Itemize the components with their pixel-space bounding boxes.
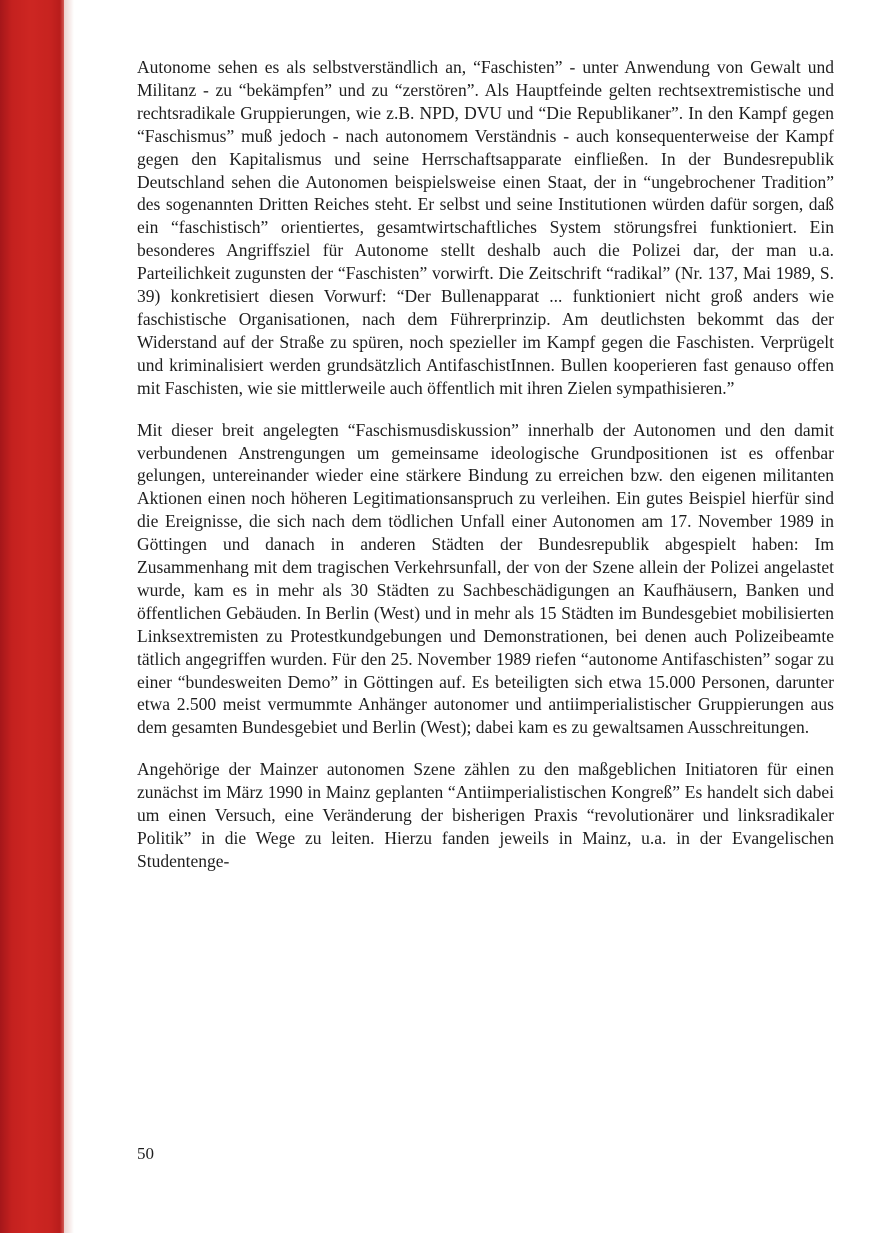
paragraph-mainzer-szene: Angehörige der Mainzer autonomen Szene zählen zu den maßgeblichen Initiatoren für einen zunächst im März 1990 in Mainz geplanten “Antiimperialistischen Kongreß” Es handelt sich dabei um einen Versuch, eine Veränderung der bisherigen Praxis “revolutionärer und linksradikaler Politik” in die Wege zu leiten. Hierzu fanden jeweils in Mainz, u.a. in der Evangelischen Studentenge- (137, 759, 834, 871)
paragraph-autonome-faschisten: Autonome sehen es als selbstverständlich an, “Faschisten” - unter Anwendung von Gewalt und Militanz - zu “bekämpfen” und zu “zerstören”. Als Hauptfeinde gelten rechtsextremistische und rechtsradikale Gruppierungen, wie z.B. NPD, DVU und “Die Republikaner”. In den Kampf gegen “Faschismus” muß jedoch - nach autonomem Verständnis - auch konsequenterweise der Kampf gegen den Kapitalismus und seine Herrschaftsapparate einfließen. In der Bundesrepublik Deutschland sehen die Autonomen beispielsweise einen Staat, der in “ungebrochener Tradition” des sogenannten Dritten Reiches steht. Er selbst und seine Institutionen würden dafür sorgen, daß ein “faschistisch” orientiertes, gesamtwirtschaftliches System störungsfrei funktioniert. Ein besonderes Angriffsziel für Autonome stellt deshalb auch die Polizei dar, der man u.a. Parteilichkeit zugunsten der “Faschisten” vorwirft. Die Zeitschrift “radikal” (Nr. 137, Mai 1989, S. 39) konkretisiert diesen Vorwurf: “Der Bullenapparat ... funktioniert nicht groß anders wie faschistische Organisationen, nach dem Führerprinzip. Am deutlichsten bekommt das der Widerstand auf der Straße zu spüren, noch spezieller im Kampf gegen die Faschisten. Verprügelt und kriminalisiert werden grundsätzlich AntifaschistInnen. Bullen kooperieren fast genauso offen mit Faschisten, wie sie mittlerweile auch öffentlich mit ihren Zielen sympathisieren.” (137, 57, 834, 398)
red-binding-edge (0, 0, 64, 1233)
paragraph-faschismusdiskussion: Mit dieser breit angelegten “Faschismusdiskussion” innerhalb der Autonomen und den damit verbundenen Anstrengungen um gemeinsame ideologische Grundpositionen ist es offenbar gelungen, untereinander wieder eine stärkere Bindung zu erreichen bzw. den eigenen militanten Aktionen einen noch höheren Legitimationsanspruch zu verleihen. Ein gutes Beispiel hierfür sind die Ereignisse, die sich nach dem tödlichen Unfall einer Autonomen am 17. November 1989 in Göttingen und danach in anderen Städten der Bundesrepublik abgespielt haben: Im Zusammenhang mit dem tragischen Verkehrsunfall, der von der Szene allein der Polizei angelastet wurde, kam es in mehr als 30 Städten zu Sachbeschädigungen an Kaufhäusern, Banken und öffentlichen Gebäuden. In Berlin (West) und in mehr als 15 Städten im Bundesgebiet mobilisierten Linksextremisten zu Protestkundgebungen und Demonstrationen, bei denen auch Polizeibeamte tätlich angegriffen wurden. Für den 25. November 1989 riefen “autonome Antifaschisten” sogar zu einer “bundesweiten Demo” in Göttingen auf. Es beteiligten sich etwa 15.000 Personen, darunter etwa 2.500 meist vermummte Anhänger autonomer und antiimperialistischer Gruppierungen aus dem gesamten Bundesgebiet und Berlin (West); dabei kam es zu gewaltsamen Ausschreitungen. (137, 419, 834, 738)
page-number: 50 (137, 1144, 154, 1163)
page-body (137, 56, 834, 892)
